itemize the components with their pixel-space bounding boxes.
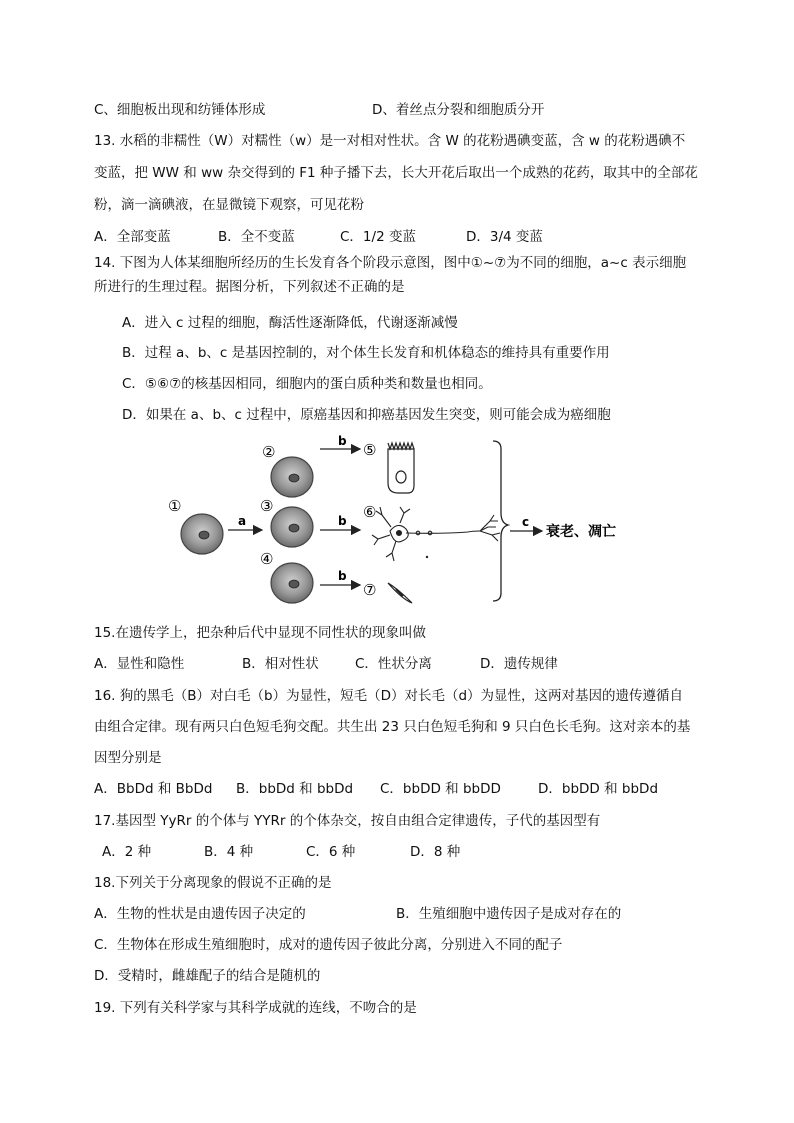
cell-label-5: ⑤ — [363, 441, 377, 459]
q15-option-d: D．遗传规律 — [480, 656, 558, 672]
cell-label-7: ⑦ — [363, 581, 377, 599]
q16-option-c: C．bbDD 和 bbDD — [380, 781, 501, 797]
cell-label-3: ③ — [260, 497, 274, 515]
q15-option-b: B．相对性状 — [242, 656, 319, 672]
cell-7-muscle — [388, 583, 412, 603]
cell-label-4: ④ — [260, 550, 274, 568]
arrow-label-a: a — [238, 514, 247, 528]
q15-option-c: C．性状分离 — [355, 656, 432, 672]
q13-stem-line-2: 变蓝，把 WW 和 ww 杂交得到的 F1 种子播下去，长大开花后取出一个成熟的花药，取其中的全部花 — [94, 165, 698, 181]
arrow-label-c: c — [522, 515, 530, 529]
q17-stem: 17.基因型 YyRr 的个体与 YYRr 的个体杂交，按自由组合定律遗传，子代的基因型有 — [94, 813, 601, 829]
q16-stem-line-2: 由组合定律。现有两只白色短毛狗交配。共生出 23 只白色短毛狗和 9 只白色长毛狗。这对亲本的基 — [94, 719, 691, 735]
q18-option-b: B．生殖细胞中遗传因子是成对存在的 — [396, 906, 622, 922]
q17-option-a: A．2 种 — [102, 844, 152, 860]
q14-option-c: C．⑤⑥⑦的核基因相同，细胞内的蛋白质种类和数量也相同。 — [122, 376, 492, 392]
q13-option-b: B．全不变蓝 — [218, 229, 295, 245]
q15-stem: 15.在遗传学上，把杂种后代中显现不同性状的现象叫做 — [94, 625, 426, 641]
q18-option-c: C．生物体在形成生殖细胞时，成对的遗传因子彼此分离，分别进入不同的配子 — [94, 937, 563, 953]
cell-5-epithelial — [388, 443, 414, 493]
q13-option-d: D．3/4 变蓝 — [466, 229, 543, 245]
q16-stem-line-3: 因型分别是 — [94, 750, 162, 766]
cell-development-diagram — [150, 435, 650, 610]
q14-option-d: D．如果在 a、b、c 过程中，原癌基因和抑癌基因发生突变，则可能会成为癌细胞 — [122, 407, 611, 423]
q12-option-d: D、着丝点分裂和细胞质分开 — [372, 102, 545, 118]
q15-option-a: A．显性和隐性 — [94, 656, 185, 672]
cell-1 — [181, 514, 223, 554]
q14-stem-line-2: 所进行的生理过程。据图分析，下列叙述不正确的是 — [94, 279, 405, 295]
arrow-label-b-top: b — [338, 435, 347, 448]
arrow-label-b-bottom: b — [338, 569, 347, 583]
cell-2 — [271, 457, 313, 497]
q14-option-a: A．进入 c 过程的细胞，酶活性逐渐降低，代谢逐渐减慢 — [122, 315, 458, 331]
q12-option-c: C、细胞板出现和纺锤体形成 — [94, 102, 266, 118]
q16-option-d: D．bbDD 和 bbDd — [538, 781, 659, 797]
q13-stem-line-3: 粉，滴一滴碘液，在显微镜下观察，可见花粉 — [94, 197, 364, 213]
q13-option-c: C．1/2 变蓝 — [340, 229, 416, 245]
q14-stem-line-1: 14. 下图为人体某细胞所经历的生长发育各个阶段示意图，图中①~⑦为不同的细胞，a~c 表示细胞 — [94, 255, 687, 271]
q13-option-a: A．全部变蓝 — [94, 229, 171, 245]
cell-label-2: ② — [262, 443, 276, 461]
q13-stem-line-1: 13. 水稻的非糯性（W）对糯性（w）是一对相对性状。含 W 的花粉遇碘变蓝，含 w 的花粉遇碘不 — [94, 133, 686, 149]
q16-option-b: B．bbDd 和 bbDd — [236, 781, 354, 797]
q14-option-b: B．过程 a、b、c 是基因控制的，对个体生长发育和机体稳态的维持具有重要作用 — [122, 345, 610, 361]
q16-option-a: A．BbDd 和 BbDd — [94, 781, 213, 797]
q17-option-b: B．4 种 — [204, 844, 254, 860]
arrow-label-b-middle: b — [338, 514, 347, 528]
stray-dot — [426, 556, 428, 558]
q19-stem: 19. 下列有关科学家与其科学成就的连线，不吻合的是 — [94, 1000, 417, 1016]
q17-option-d: D．8 种 — [410, 844, 461, 860]
cell-4 — [271, 563, 313, 603]
q18-option-a: A．生物的性状是由遗传因子决定的 — [94, 906, 306, 922]
q16-stem-line-1: 16. 狗的黑毛（B）对白毛（b）为显性，短毛（D）对长毛（d）为显性，这两对基因的遗传遵循自 — [94, 688, 684, 704]
q18-stem: 18.下列关于分离现象的假说不正确的是 — [94, 875, 332, 891]
cell-label-6: ⑥ — [363, 503, 377, 521]
cell-label-1: ① — [168, 497, 182, 515]
q17-option-c: C．6 种 — [306, 844, 356, 860]
outcome-label: 衰老、凋亡 — [546, 524, 616, 540]
q18-option-d: D．受精时，雌雄配子的结合是随机的 — [94, 968, 321, 984]
cell-3 — [271, 507, 313, 547]
cell-6-neuron — [372, 507, 500, 561]
